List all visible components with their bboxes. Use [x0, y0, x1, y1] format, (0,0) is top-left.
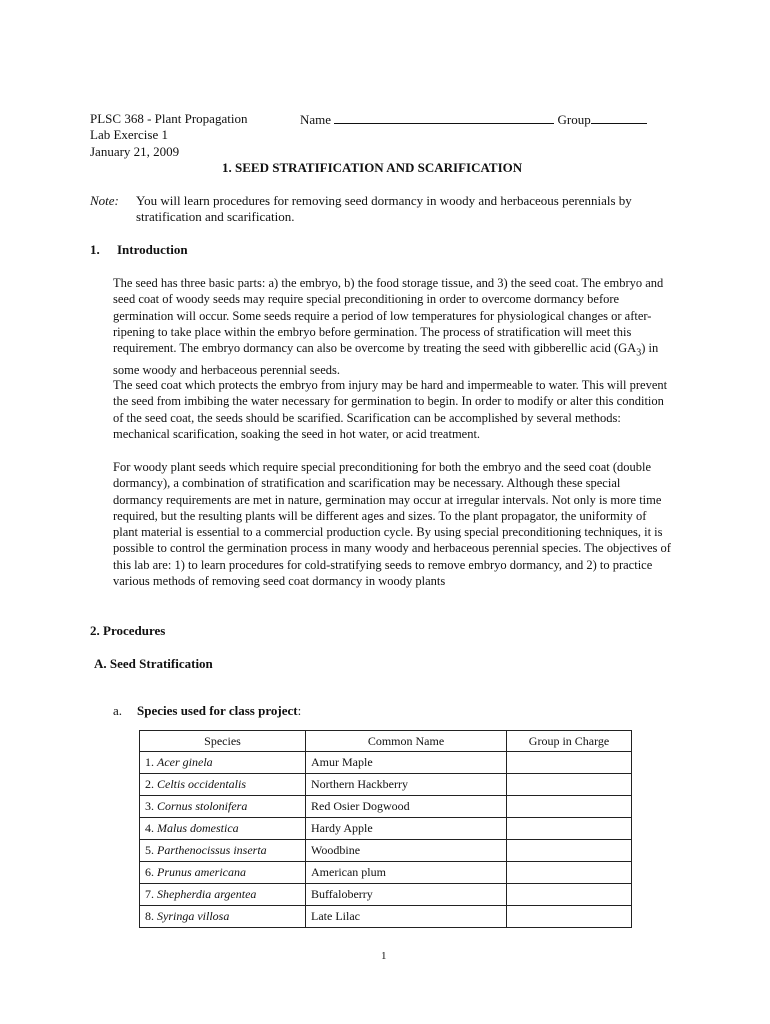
common-name-cell: Buffaloberry — [306, 884, 507, 906]
table-row — [140, 796, 632, 818]
species-cell: 5. Parthenocissus inserta — [140, 840, 306, 862]
table-row — [140, 774, 632, 796]
document-date: January 21, 2009 — [90, 144, 180, 159]
intro-heading: Introduction — [117, 242, 188, 257]
group-cell — [507, 884, 632, 906]
item-a-marker: a. — [113, 703, 123, 718]
species-cell: 3. Cornus stolonifera — [140, 796, 306, 818]
common-name-cell: Amur Maple — [306, 752, 507, 774]
species-cell: 7. Shepherdia argentea — [140, 884, 306, 906]
common-name-cell: Hardy Apple — [306, 818, 507, 840]
common-name-cell: American plum — [306, 862, 507, 884]
species-cell: 1. Acer ginela — [140, 752, 306, 774]
table-row — [140, 862, 632, 884]
header-common-name: Common Name — [306, 731, 507, 752]
common-name-cell: Woodbine — [306, 840, 507, 862]
item-a-label: Species used for class project: — [137, 703, 302, 718]
name-blank — [334, 111, 554, 124]
group-cell — [507, 906, 632, 928]
table-row — [140, 752, 632, 774]
course-title: PLSC 368 - Plant Propagation — [90, 111, 248, 126]
document-title: 1. SEED STRATIFICATION AND SCARIFICATION — [222, 160, 523, 175]
note-line-1: You will learn procedures for removing seed dormancy in woody and herbaceous perennials by — [136, 193, 632, 208]
group-cell — [507, 796, 632, 818]
note-label: Note: — [90, 193, 119, 208]
species-cell: 6. Prunus americana — [140, 862, 306, 884]
intro-paragraph-1: The seed has three basic parts: a) the embryo, b) the food storage tissue, and 3) the seed coat. The embryo and seed coat of woody seeds may require special preconditioning in order to overcome dormancy before germination will occur. Some seeds require a period of low temperatures for physiological changes or after-ripening to take place within the embryo before germination. The process of stratification will meet this requirement. The embryo dormancy can also be overcome by treating the seed with gibberellic acid $(GA_3)$ in some woody and herbaceous perennial seeds. — [113, 276, 664, 377]
table-row — [140, 906, 632, 928]
group-cell — [507, 774, 632, 796]
group-label: Group — [557, 112, 591, 127]
table-row — [140, 884, 632, 906]
common-name-cell: Northern Hackberry — [306, 774, 507, 796]
common-name-cell: Late Lilac — [306, 906, 507, 928]
header-species: Species — [140, 731, 306, 752]
procedures-heading: 2. Procedures — [90, 623, 166, 638]
note-line-2: stratification and scarification. — [136, 209, 295, 224]
group-cell — [507, 818, 632, 840]
species-cell: 2. Celtis occidentalis — [140, 774, 306, 796]
group-cell — [507, 840, 632, 862]
seed-stratification-heading: A. Seed Stratification — [94, 656, 213, 671]
intro-number: 1. — [90, 242, 100, 257]
header-group-in-charge: Group in Charge — [507, 731, 632, 752]
intro-paragraph-2: The seed coat which protects the embryo from injury may be hard and impermeable to water. This will prevent the seed from imbibing the water necessary for germination to begin. In order to modify or alter this condition of the seed coat, the seeds should be scarified. Scarification can be accomplished by several methods: mechanical scarification, soaking the seed in hot water, or acid treatment. — [113, 378, 668, 441]
name-label: Name — [300, 112, 332, 127]
intro-paragraph-3: For woody plant seeds which require special preconditioning for both the embryo and the seed coat (double dormancy), a combination of stratification and scarification may be necessary. Although these special dormancy requirements are met in nature, germination may occur at irregular intervals. Not only is more time required, but the resulting plants will be different ages and sizes. To the plant propagator, the uniformity of plant material is essential to a commercial production cycle. By using special preconditioning techniques, it is possible to control the germination process in many woody and herbaceous perennial species. The objectives of this lab are: 1) to learn procedures for cold-stratifying seeds to remove embryo dormancy, and 2) to practice various methods of removing seed coat dormancy in woody plants — [113, 460, 671, 589]
table-header-row — [140, 731, 632, 752]
group-blank — [591, 111, 647, 124]
species-table — [139, 730, 632, 928]
table-row — [140, 818, 632, 840]
lab-exercise: Lab Exercise 1 — [90, 127, 168, 142]
name-field — [300, 111, 647, 128]
group-cell — [507, 862, 632, 884]
page-number: 1 — [381, 950, 387, 962]
species-cell: 4. Malus domestica — [140, 818, 306, 840]
common-name-cell: Red Osier Dogwood — [306, 796, 507, 818]
group-cell — [507, 752, 632, 774]
table-row — [140, 840, 632, 862]
species-cell: 8. Syringa villosa — [140, 906, 306, 928]
